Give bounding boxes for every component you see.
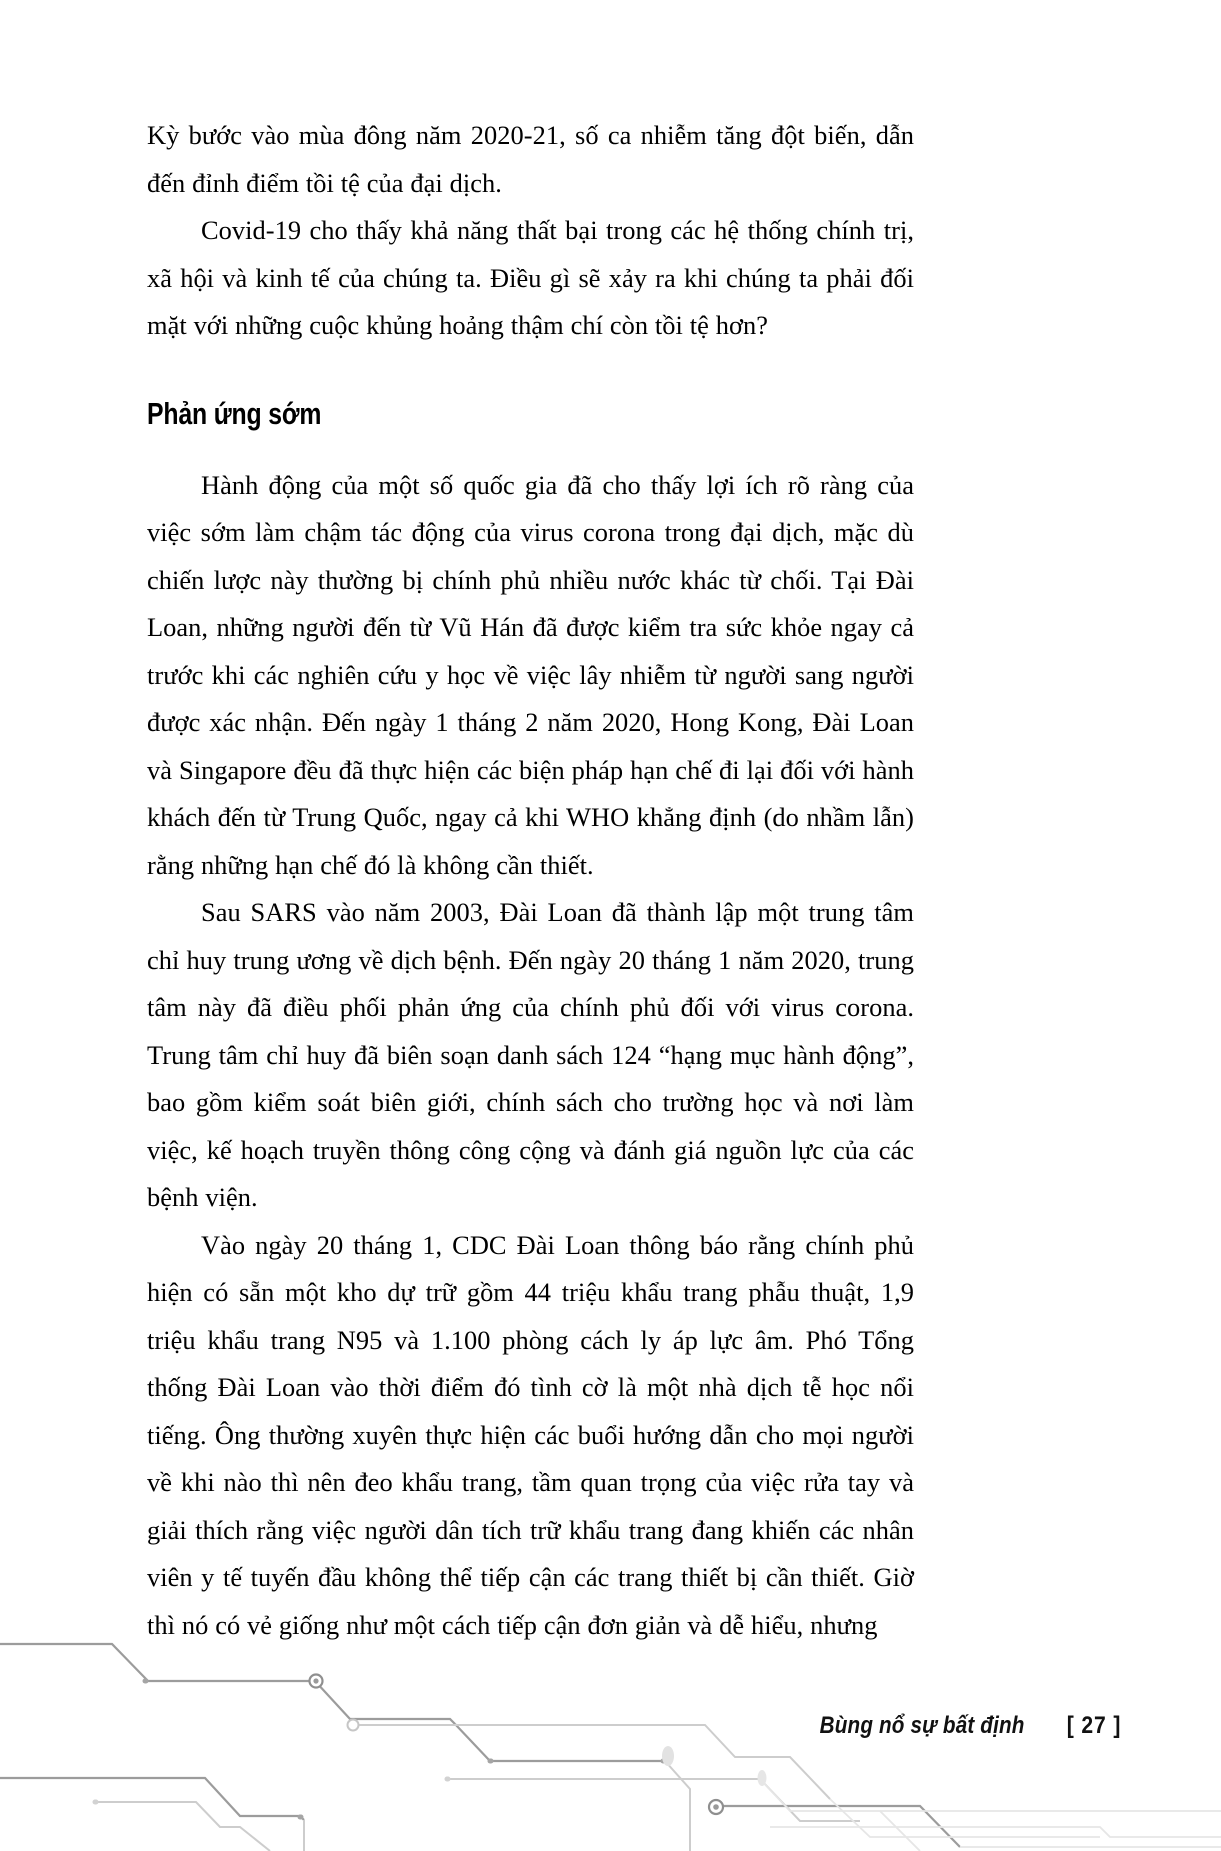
paragraph-covid19: Covid-19 cho thấy khả năng thất bại trong các hệ thống chính trị, xã hội và kinh tế của chúng ta. Điều gì sẽ xảy ra khi chúng ta phải đối mặt với những cuộc khủng hoảng thậm chí còn tồi tệ hơn?	[147, 215, 914, 340]
page-footer	[0, 1712, 1221, 1758]
paragraph-hanh-dong: Hành động của một số quốc gia đã cho thấy lợi ích rõ ràng của việc sớm làm chậm tác động của virus corona trong đại dịch, mặc dù chiến lược này thường bị chính phủ nhiều nước khác từ chối. Tại Đài Loan, những người đến từ Vũ Hán đã được kiểm tra sức khỏe ngay cả trước khi các nghiên cứu y học về việc lây nhiễm từ người sang người được xác nhận. Đến ngày 1 tháng 2 năm 2020, Hong Kong, Đài Loan và Singapore đều đã thực hiện các biện pháp hạn chế đi lại đối với hành khách đến từ Trung Quốc, ngay cả khi WHO khẳng định (do nhầm lẫn) rằng những hạn chế đó là không cần thiết.	[147, 469, 914, 880]
paragraph-sau-sars: Sau SARS vào năm 2003, Đài Loan đã thành lập một trung tâm chỉ huy trung ương về dịch bệnh. Đến ngày 20 tháng 1 năm 2020, trung tâm này đã điều phối phản ứng của chính phủ đối với virus corona. Trung tâm chỉ huy đã biên soạn danh sách 124 “hạng mục hành động”, bao gồm kiểm soát biên giới, chính sách cho trường học và nơi làm việc, kế hoạch truyền thông công cộng và đánh giá nguồn lực của các bệnh viện.	[147, 897, 914, 1212]
section-heading-wrapper	[147, 396, 914, 436]
paragraph-vao-ngay-20: Vào ngày 20 tháng 1, CDC Đài Loan thông báo rằng chính phủ hiện có sẵn một kho dự trữ gồm 44 triệu khẩu trang phẫu thuật, 1,9 triệu khẩu trang N95 và 1.100 phòng cách ly áp lực âm. Phó Tổng thống Đài Loan vào thời điểm đó tình cờ là một nhà dịch tễ học nổi tiếng. Ông thường xuyên thực hiện các buổi hướng dẫn cho mọi người về khi nào thì nên đeo khẩu trang, tầm quan trọng của việc rửa tay và giải thích rằng việc người dân tích trữ khẩu trang đang khiến các nhân viên y tế tuyến đầu không thể tiếp cận các trang thiết bị cần thiết. Giờ thì nó có vẻ giống như một cách tiếp cận đơn giản và dễ hiểu, nhưng	[147, 1229, 914, 1640]
paragraph-continued: Kỳ bước vào mùa đông năm 2020-21, số ca nhiễm tăng đột biến, dẫn đến đỉnh điểm tồi tệ của đại dịch.	[147, 120, 914, 198]
page-number: [ 27 ]	[1066, 1712, 1122, 1739]
footer-chapter-title: Bùng nổ sự bất định	[819, 1712, 1025, 1739]
section-heading-phan-ung-som: Phản ứng sớm	[147, 395, 322, 431]
text-column	[147, 112, 914, 1649]
